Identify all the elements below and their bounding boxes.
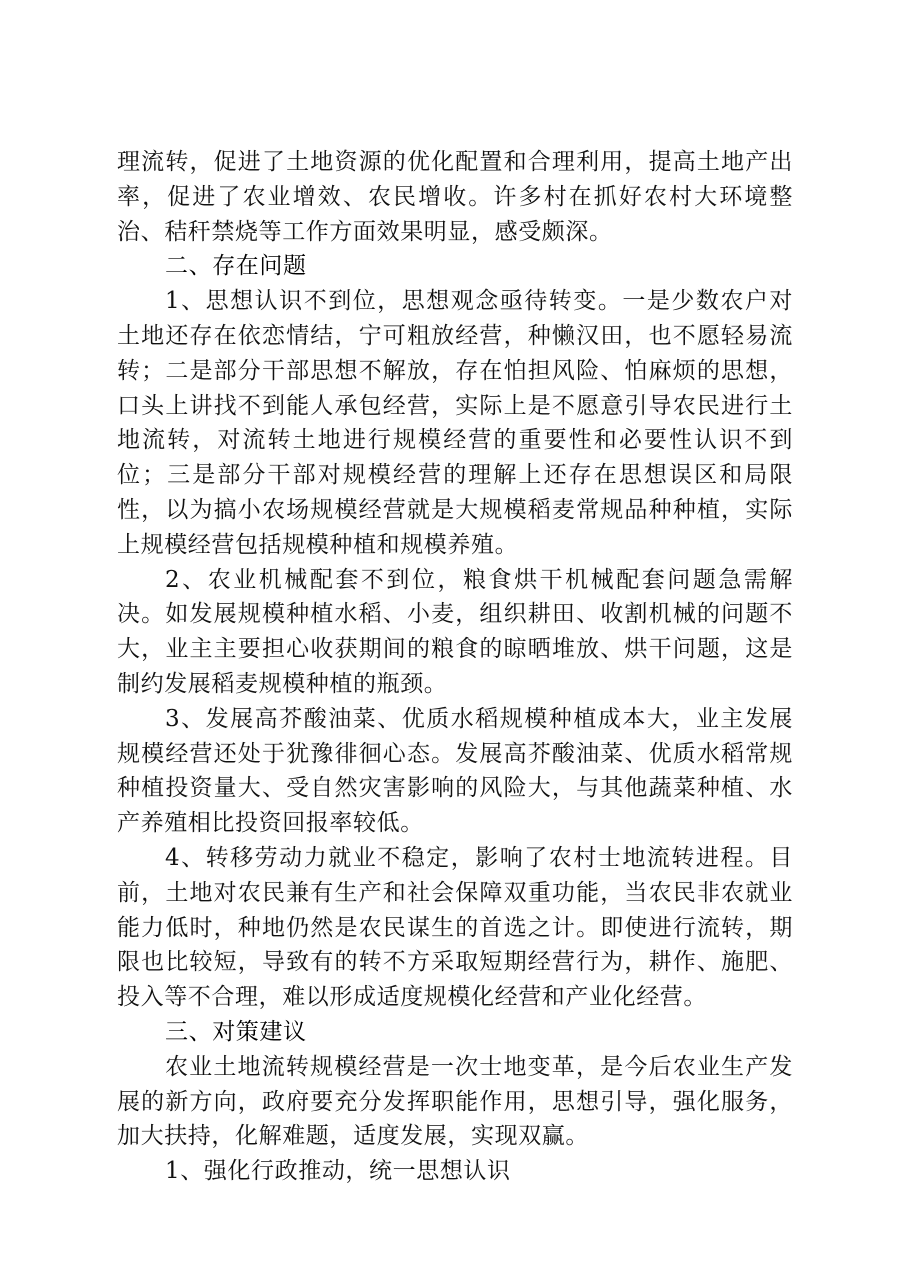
paragraph-problem-3: 3、发展高芥酸油菜、优质水稻规模种植成本大，业主发展规模经营还处于犹豫徘徊心态。发展高芥酸油菜、优质水稻常规种植投资量大、受自然灾害影响的风险大，与其他蔬菜种植、水产养殖相比投资回报率较低。 [117,705,793,837]
paragraph-problem-1: 1、思想认识不到位，思想观念亟待转变。一是少数农户对土地还存在依恋情结，宁可粗放经营，种懒汉田，也不愿轻易流转；二是部分干部思想不解放，存在怕担风险、怕麻烦的思想，口头上讲找不到能人承包经营，实际上是不愿意引导农民进行土地流转，对流转土地进行规模经营的重要性和必要性认识不到位；三是部分干部对规模经营的理解上还存在思想误区和局限性，以为搞小农场规模经营就是大规模稻麦常规品种种植，实际上规模经营包括规模种植和规模养殖。 [117,288,793,558]
paragraph-intro: 理流转，促进了土地资源的优化配置和合理利用，提高土地产出率，促进了农业增效、农民增收。许多村在抓好农村大环境整治、秸秆禁烧等工作方面效果明显，感受颇深。 [117,149,793,245]
paragraph-problem-2: 2、农业机械配套不到位，粮食烘干机械配套问题急需解决。如发展规模种植水稻、小麦，组织耕田、收割机械的问题不大，业主主要担心收获期间的粮食的晾晒堆放、烘干问题，这是制约发展稻麦规模种植的瓶颈。 [117,566,793,697]
paragraph-suggestions-intro: 农业土地流转规模经营是一次士地变革，是今后农业生产发展的新方向，政府要充分发挥职能作用，思想引导，强化服务，加大扶持，化解难题，适度发展，实现双赢。 [117,1053,793,1150]
section-heading-problems: 二、存在问题 [165,253,307,280]
section-heading-suggestions: 三、对策建议 [165,1018,307,1045]
paragraph-suggestion-1: 1、强化行政推动，统一思想认识 [165,1158,511,1185]
document-body [117,145,793,1189]
paragraph-problem-4: 4、转移劳动力就业不稳定，影响了农村士地流转进程。目前，土地对农民兼有生产和社会保障双重功能，当农民非农就业能力低时，种地仍然是农民谋生的首选之计。即使进行流转，期限也比较短，导致有的转不方采取短期经营行为，耕作、施肥、投入等不合理，难以形成适度规模化经营和产业化经营。 [117,844,793,1011]
